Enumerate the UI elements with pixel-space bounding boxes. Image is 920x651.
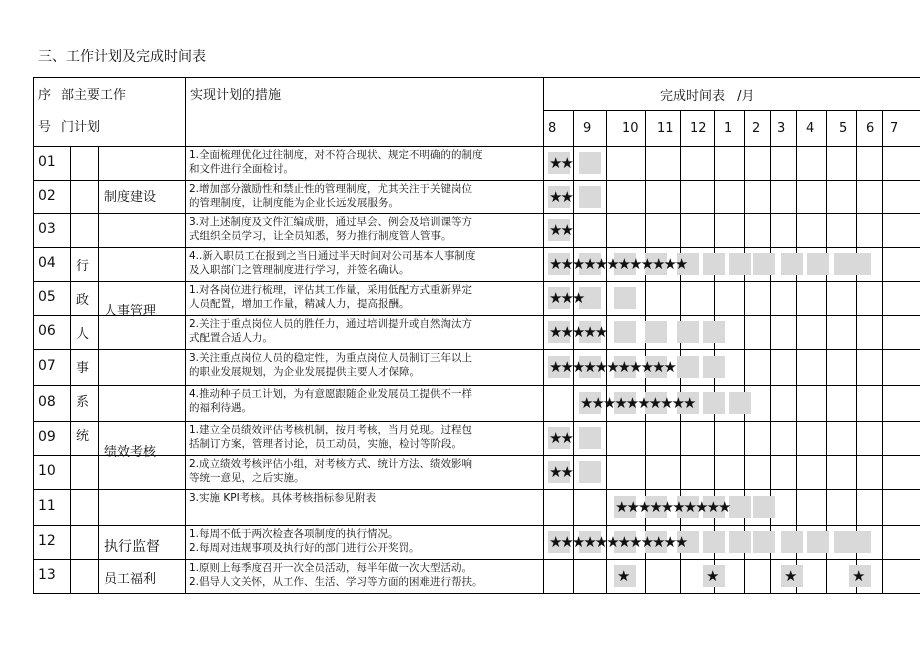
department-char: 系: [76, 395, 90, 410]
schedule-stars: ★★: [549, 188, 572, 206]
row-rule: [33, 281, 920, 282]
month-label: 3: [777, 121, 786, 136]
row-measure: [189, 457, 539, 485]
row-rule: [33, 421, 920, 422]
row-seq: 07: [38, 358, 56, 374]
row-seq: 09: [38, 429, 56, 445]
header-dept-2: 门: [61, 120, 75, 135]
row-rule: [33, 213, 920, 214]
measure-line: 2.倡导人文关怀，从工作、生活、学习等方面的困难进行帮扶。: [189, 576, 483, 588]
schedule-stars: ★★: [549, 463, 572, 481]
schedule-stars: ★★★★★★★★★★★★: [549, 255, 687, 273]
module-system-building: 制度建设: [104, 190, 157, 205]
measure-line: 的管理制度，让制度能为企业长远发展服务。: [189, 197, 399, 209]
measure-line: 式配置合适人力。: [189, 332, 273, 344]
schedule-stars: ★★★★★★★★★★: [580, 394, 695, 412]
row-seq: 02: [38, 187, 56, 204]
row-measure: [189, 387, 539, 415]
header-schedule-label: 完成时间表: [660, 89, 726, 104]
header-dept-1: 部: [61, 88, 75, 103]
schedule-stars: ★★★: [549, 289, 584, 307]
month-label: 8: [548, 121, 557, 136]
month-label: 11: [657, 121, 674, 136]
department-char: 事: [76, 361, 90, 376]
month-label: 4: [806, 121, 815, 136]
table-left-rule: [33, 77, 34, 594]
row-rule: [33, 593, 920, 594]
month-divider: [770, 110, 771, 594]
month-divider: [714, 110, 715, 594]
header-top-rule: [33, 77, 920, 78]
module-welfare: 员工福利: [104, 572, 157, 587]
row-seq: 10: [38, 463, 56, 479]
month-divider: [882, 110, 883, 594]
measure-line: 和文件进行全面检讨。: [189, 163, 294, 175]
month-label: 10: [622, 121, 639, 136]
measure-line: 1.对各岗位进行梳理，评估其工作量，采用低配方式重新界定: [189, 284, 473, 296]
department-char: 统: [76, 429, 90, 444]
department-char: 人: [76, 327, 90, 342]
schedule-block: [614, 287, 636, 309]
month-divider: [645, 110, 646, 594]
schedule-block: [614, 321, 636, 343]
schedule-block: [579, 461, 601, 483]
row-measure: [189, 182, 539, 210]
row-seq: 01: [38, 154, 56, 170]
schedule-stars: ★★★★★: [549, 323, 607, 341]
schedule-block: [677, 321, 699, 343]
measure-line: 2.成立绩效考核评估小组，对考核方式、统计方法、绩效影响: [189, 458, 473, 470]
row-rule: [33, 349, 920, 350]
measure-line: 1.建立全员绩效评估考核机制，按月考核，当月兑现。过程包: [189, 424, 473, 436]
module-supervision: 执行监督: [104, 539, 160, 555]
row-rule: [33, 247, 920, 248]
schedule-stars: ★★★★★★★★★★★★: [549, 533, 687, 551]
month-divider: [573, 110, 574, 594]
row-measure: [189, 423, 539, 451]
measure-line: 1.全面梳理优化过往制度，对不符合现状、规定不明确的的制度: [189, 149, 483, 161]
month-label: 9: [583, 121, 592, 136]
row-measure: [189, 148, 539, 176]
schedule-stars: ★★: [549, 154, 572, 172]
schedule-block: [703, 356, 725, 378]
schedule-block: [677, 356, 699, 378]
measure-line: 式组织全员学习，让全员知悉，努力推行制度管人管事。: [189, 230, 452, 242]
schedule-stars: ★★★★★★★★★★★: [549, 358, 675, 376]
measure-line: 括制订方案，管理者讨论，员工动员，实施，检讨等阶段。: [189, 438, 462, 450]
row-measure: [189, 351, 539, 379]
measure-line: 的福利待遇。: [189, 402, 252, 414]
measure-line: 3.对上述制度及文件汇编成册，通过早会、例会及培训课等方: [189, 216, 473, 228]
row-seq: 12: [38, 533, 56, 549]
measure-line: 及入职部门之管理制度进行学习，并签名确认。: [189, 264, 410, 276]
schedule-block: [729, 496, 751, 518]
schedule-block: [703, 531, 725, 553]
department-char: 行: [76, 259, 90, 274]
schedule-block: [753, 531, 775, 553]
measure-line: 4..新入职员工在报到之当日通过半天时间对公司基本人事制度: [189, 250, 476, 262]
schedule-block: [579, 152, 601, 174]
measure-line: 1.原则上每季度召开一次全员活动，每半年做一次大型活动。: [189, 562, 473, 574]
month-label: 5: [839, 121, 848, 136]
measure-line: 的职业发展规划，为企业发展提供主要人才保障。: [189, 366, 420, 378]
month-label: 2: [752, 121, 761, 136]
schedule-block: [781, 531, 803, 553]
header-module-2: 计划: [74, 120, 101, 135]
row-measure: [189, 283, 539, 311]
schedule-stars: ★: [784, 567, 796, 585]
month-divider: [796, 110, 797, 594]
schedule-stars: ★★: [549, 429, 572, 447]
measure-line: 1.每周不低于两次检查各项制度的执行情况。: [189, 528, 399, 540]
row-rule: [33, 385, 920, 386]
page-title: 三、工作计划及完成时间表: [38, 49, 206, 65]
row-measure: [189, 215, 539, 243]
schedule-block: [729, 253, 751, 275]
header-schedule-unit: /月: [737, 89, 755, 104]
measure-line: 2.关注于重点岗位人员的胜任力，通过培训提升或自然淘汰方: [189, 318, 473, 330]
module-performance: 绩效考核: [104, 445, 157, 460]
month-divider: [826, 110, 827, 594]
header-module-1: 主要工作: [74, 88, 127, 103]
measure-line: 人员配置，增加工作量，精减人力，提高报酬。: [189, 298, 410, 310]
row-seq: 05: [38, 289, 56, 305]
measure-line: 2.每周对违规事项及执行好的部门进行公开奖罚。: [189, 542, 420, 554]
row-measure: [189, 491, 539, 505]
month-label: 6: [866, 121, 875, 136]
schedule-block: [703, 321, 725, 343]
measure-line: 3.关注重点岗位人员的稳定性，为重点岗位人员制订三年以上: [189, 352, 473, 364]
month-label: 12: [690, 121, 707, 136]
schedule-stars: ★: [706, 567, 718, 585]
row-seq: 13: [38, 567, 56, 583]
row-rule: [33, 455, 920, 456]
month-label: 1: [724, 121, 733, 136]
department-char: 政: [76, 293, 90, 308]
month-divider: [680, 110, 681, 594]
schedule-header-rule: [543, 110, 920, 111]
schedule-stars: ★: [617, 567, 629, 585]
module-personnel: 人事管理: [104, 304, 157, 319]
measure-line: 等统一意见，之后实施。: [189, 472, 305, 484]
measure-line: 2.增加部分激励性和禁止性的管理制度，尤其关注于关键岗位: [189, 183, 473, 195]
measure-left-rule: [185, 77, 186, 594]
schedule-block: [849, 253, 871, 275]
row-measure: [189, 249, 539, 277]
row-seq: 08: [38, 394, 56, 410]
header-seq-2: 号: [38, 120, 52, 135]
schedule-block: [703, 253, 725, 275]
dept-rule: [70, 146, 71, 594]
month-divider: [744, 110, 745, 594]
schedule-stars: ★: [852, 567, 864, 585]
schedule-stars: ★★★★★★★★★★: [615, 498, 730, 516]
header-bottom-rule: [33, 146, 920, 147]
schedule-block: [807, 253, 829, 275]
row-seq: 11: [38, 498, 56, 514]
measure-line: 3.实施 KPI考核。具体考核指标参见附表: [189, 492, 377, 504]
schedule-left-rule: [543, 77, 544, 594]
schedule-block: [579, 186, 601, 208]
row-measure: [189, 317, 539, 345]
schedule-block: [729, 392, 751, 414]
schedule-block: [645, 321, 667, 343]
month-label: 7: [890, 121, 899, 136]
schedule-block: [849, 531, 871, 553]
schedule-block: [781, 253, 803, 275]
month-divider: [606, 110, 607, 594]
row-seq: 06: [38, 323, 56, 339]
header-seq-1: 序: [38, 88, 52, 103]
schedule-block: [579, 427, 601, 449]
row-rule: [33, 180, 920, 181]
schedule-block: [753, 253, 775, 275]
row-measure: [189, 561, 539, 589]
row-rule: [33, 525, 920, 526]
measure-line: 4.推动种子员工计划，为有意愿跟随企业发展员工提供不一样: [189, 388, 473, 400]
schedule-block: [703, 392, 725, 414]
schedule-block: [729, 531, 751, 553]
month-divider: [856, 110, 857, 594]
row-seq: 04: [38, 255, 56, 271]
header-schedule: [660, 85, 755, 104]
schedule-stars: ★★: [549, 221, 572, 239]
module-rule: [98, 146, 99, 594]
schedule-block: [753, 496, 775, 518]
row-rule: [33, 315, 920, 316]
header-measure: 实现计划的措施: [190, 88, 282, 103]
row-seq: 03: [38, 221, 56, 237]
row-rule: [33, 489, 920, 490]
row-measure: [189, 527, 539, 555]
row-rule: [33, 559, 920, 560]
schedule-block: [807, 531, 829, 553]
